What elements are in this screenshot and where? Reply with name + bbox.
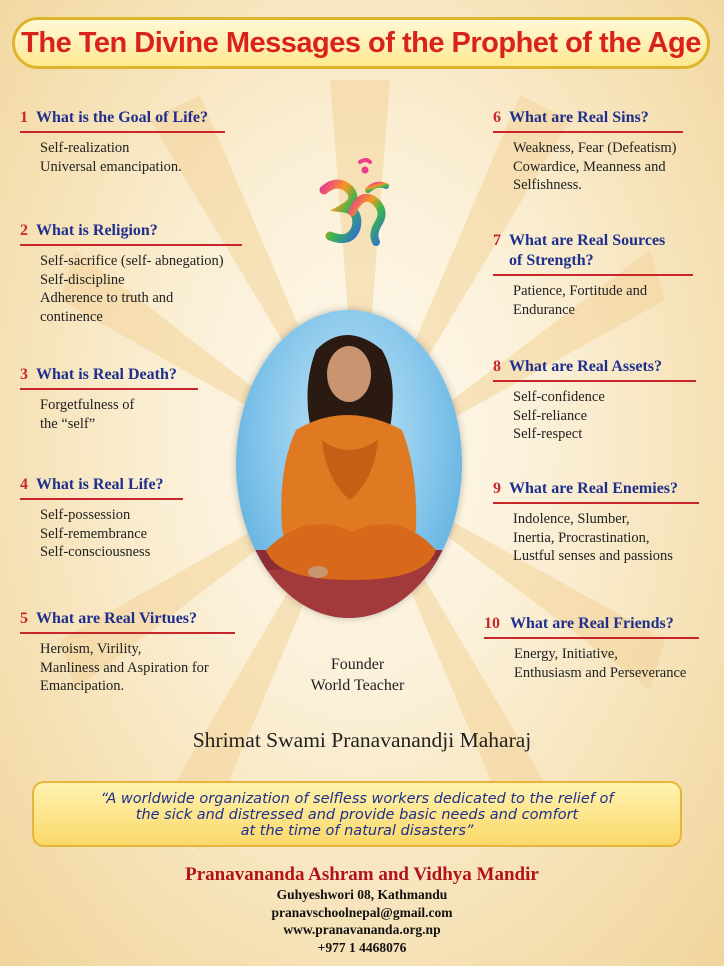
message-number: 6 [493, 109, 501, 126]
message-3 [20, 365, 198, 433]
message-8 [493, 357, 696, 444]
message-question: What is Real Life? [36, 476, 164, 493]
answer-line: Self-discipline [40, 271, 125, 288]
message-question: What are Real Enemies? [509, 480, 679, 497]
answer-line: continence [40, 308, 103, 325]
seated-figure-illustration [236, 310, 462, 618]
message-answer [493, 510, 699, 566]
message-answer [20, 139, 225, 176]
message-answer [20, 640, 235, 696]
website: www.pranavananda.org.np [283, 922, 441, 937]
address: Guhyeshwori 08, Kathmandu [276, 887, 448, 902]
message-number: 4 [20, 476, 28, 493]
message-2 [20, 221, 242, 326]
message-6 [493, 108, 683, 195]
message-question: What is Real Death? [36, 366, 177, 383]
founder-portrait [236, 310, 462, 618]
email: pranavschoolnepal@gmail.com [271, 904, 453, 920]
quote-line: the sick and distressed and provide basic needs and comfort [135, 807, 579, 823]
answer-line: Self-reliance [513, 407, 588, 424]
message-question [509, 231, 665, 271]
message-question: What is the Goal of Life? [36, 109, 208, 126]
founder-label: Founder [330, 656, 385, 673]
contact-block [0, 886, 724, 956]
message-question: What is Religion? [36, 222, 158, 239]
message-number: 10 [484, 615, 500, 632]
message-answer [20, 506, 183, 562]
title-banner [12, 17, 710, 69]
answer-line: Weakness, Fear (Defeatism) [513, 140, 677, 156]
message-number: 2 [20, 222, 28, 239]
message-question: What are Real Sins? [509, 109, 649, 126]
founder-name: Shrimat Swami Pranavanandji Maharaj [192, 728, 532, 752]
message-heading [20, 365, 198, 390]
message-heading [493, 479, 699, 504]
message-answer [20, 252, 242, 326]
message-heading [20, 609, 235, 634]
answer-line: Lustful senses and passions [513, 548, 673, 564]
phone: +977 1 4468076 [317, 939, 407, 955]
message-7 [493, 231, 693, 319]
quote-line: at the time of natural disasters” [240, 823, 474, 839]
answer-line: Inertia, Procrastination, [513, 529, 650, 546]
answer-line: Self-remembrance [40, 525, 148, 542]
answer-line: Self-realization [40, 140, 130, 156]
answer-line: Self-respect [513, 426, 583, 442]
message-answer [493, 388, 696, 444]
message-question: What are Real Friends? [510, 615, 674, 632]
answer-line: Manliness and Aspiration for [40, 659, 209, 676]
answer-line: Self-confidence [513, 389, 605, 405]
message-answer [493, 139, 683, 195]
message-number: 5 [20, 610, 28, 627]
founder-title: World Teacher [310, 677, 405, 694]
answer-line: Emancipation. [40, 678, 125, 694]
om-symbol-icon [316, 156, 396, 248]
message-heading [20, 108, 225, 133]
answer-line: Enthusiasm and Perseverance [514, 664, 687, 681]
message-number: 1 [20, 109, 28, 126]
message-number: 8 [493, 358, 501, 375]
answer-line: Selfishness. [513, 177, 582, 193]
message-heading [493, 108, 683, 133]
answer-line: Universal emancipation. [40, 158, 182, 175]
question-line: What are Real Sources [509, 232, 666, 249]
message-1 [20, 108, 225, 176]
message-question: What are Real Virtues? [36, 610, 198, 627]
answer-line: Adherence to truth and [40, 290, 174, 306]
answer-line: Self-possession [40, 507, 131, 523]
mission-quote-box [32, 781, 682, 847]
message-9 [493, 479, 699, 566]
message-heading [20, 221, 242, 246]
answer-line: Forgetfulness of [40, 397, 135, 413]
founder-caption [290, 654, 425, 696]
message-heading [493, 357, 696, 382]
answer-line: Endurance [513, 301, 575, 318]
message-4 [20, 475, 183, 562]
message-heading [484, 614, 699, 639]
answer-line: Energy, Initiative, [514, 646, 618, 662]
quote-line: “A worldwide organization of selfless workers dedicated to the relief of [100, 791, 614, 807]
message-number: 3 [20, 366, 28, 383]
answer-line: Patience, Fortitude and [513, 283, 648, 299]
answer-line: Self-consciousness [40, 544, 151, 560]
answer-line: Indolence, Slumber, [513, 511, 630, 527]
message-number: 7 [493, 232, 501, 249]
page-title: The Ten Divine Messages of the Prophet of the Age [21, 26, 701, 59]
message-10 [484, 614, 699, 682]
message-question: What are Real Assets? [509, 358, 663, 375]
answer-line: the “self” [40, 415, 96, 432]
message-answer [484, 645, 699, 682]
message-heading [20, 475, 183, 500]
answer-line: Cowardice, Meanness and [513, 158, 666, 175]
message-5 [20, 609, 235, 696]
organization-name: Pranavananda Ashram and Vidhya Mandir [185, 864, 539, 885]
message-number: 9 [493, 480, 501, 497]
message-answer [20, 396, 198, 433]
message-answer [493, 282, 693, 319]
answer-line: Heroism, Virility, [40, 641, 142, 657]
answer-line: Self-sacrifice (self- abnegation) [40, 253, 224, 269]
question-line: of Strength? [509, 252, 594, 269]
message-heading [493, 231, 693, 276]
